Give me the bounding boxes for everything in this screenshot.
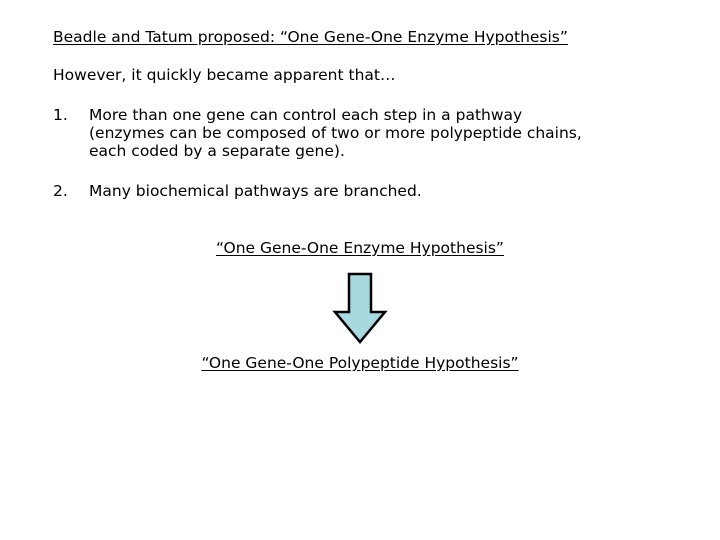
down-arrow-icon xyxy=(330,272,390,344)
list-text-line: each coded by a separate gene). xyxy=(89,142,345,160)
list-text-line: (enzymes can be composed of two or more polypeptide chains, xyxy=(89,124,582,142)
list-text xyxy=(89,106,679,160)
arrow-shape xyxy=(335,274,385,342)
hypothesis-old: “One Gene-One Enzyme Hypothesis” xyxy=(216,239,504,257)
intro-line: However, it quickly became apparent that… xyxy=(53,66,396,84)
list-text-line: Many biochemical pathways are branched. xyxy=(89,182,422,200)
list-text-line: More than one gene can control each step in a pathway xyxy=(89,106,523,124)
list-number: 2. xyxy=(53,182,68,200)
title-line: Beadle and Tatum proposed: “One Gene-One Enzyme Hypothesis” xyxy=(53,28,568,46)
hypothesis-new: “One Gene-One Polypeptide Hypothesis” xyxy=(201,354,519,372)
list-text xyxy=(89,182,679,200)
list-number: 1. xyxy=(53,106,68,124)
